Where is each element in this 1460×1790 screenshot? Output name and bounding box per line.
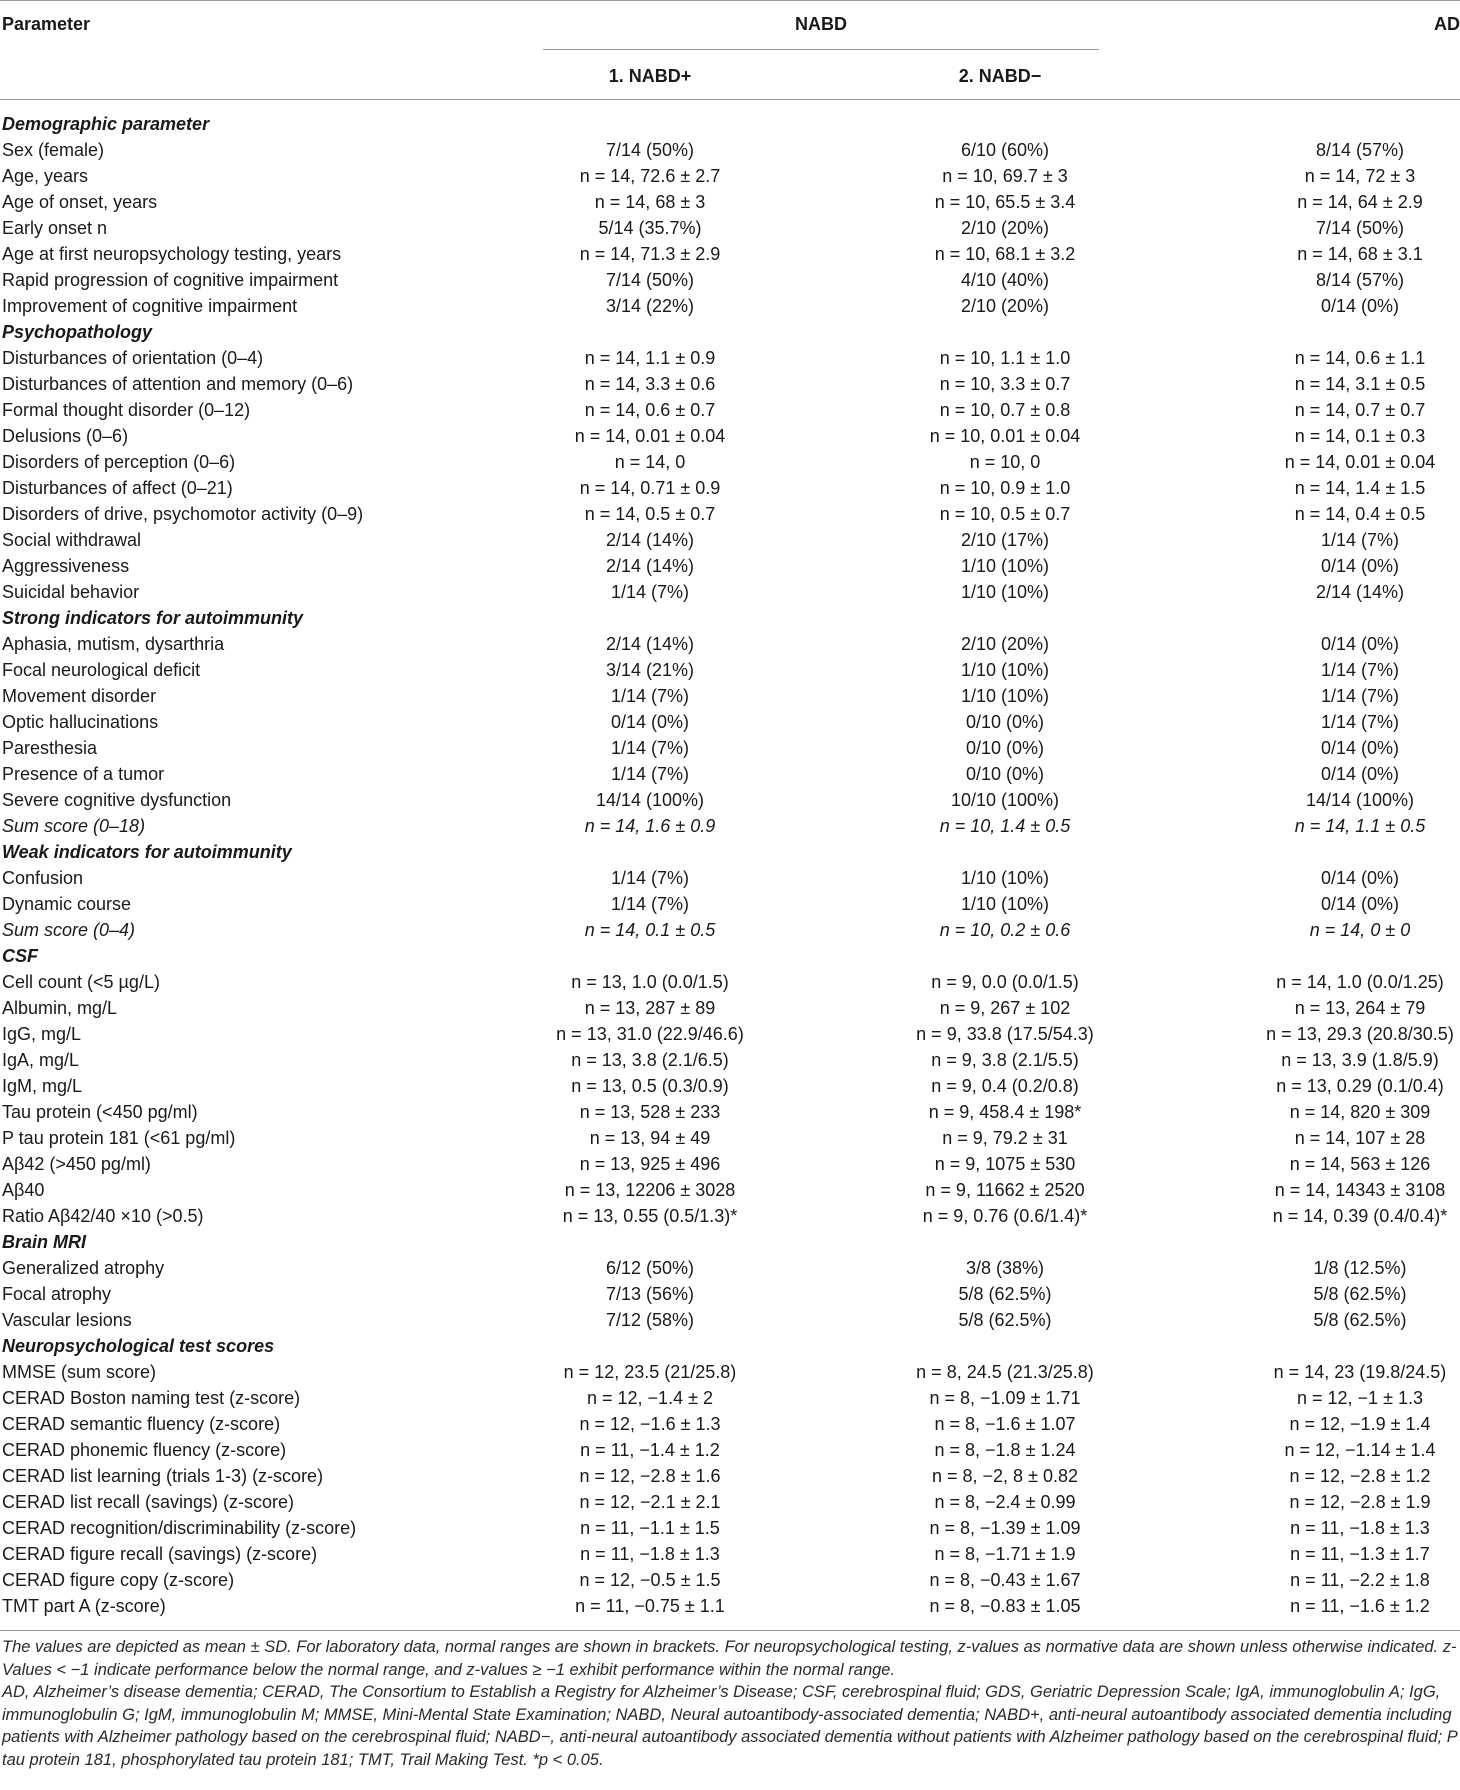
row-ad-cell: n = 13, 264 ± 79	[1294, 998, 1426, 1018]
section-header-row	[0, 319, 1460, 345]
row-parameter-cell: Age at first neuropsychology testing, years	[2, 244, 342, 264]
row-ad-cell: 1/14 (7%)	[1320, 686, 1400, 706]
row-nabd-plus-cell: 7/13 (56%)	[605, 1284, 695, 1304]
table-row	[0, 293, 1460, 319]
row-nabd-plus-cell: n = 13, 3.8 (2.1/6.5)	[571, 1050, 729, 1070]
row-parameter-cell: Generalized atrophy	[2, 1258, 165, 1278]
table-row	[0, 1515, 1460, 1541]
row-nabd-plus-cell: n = 13, 0.55 (0.5/1.3)*	[562, 1206, 738, 1226]
row-nabd-plus-cell: 14/14 (100%)	[595, 790, 705, 810]
row-parameter-cell: MMSE (sum score)	[2, 1362, 157, 1382]
row-ad-cell: 1/14 (7%)	[1320, 530, 1400, 550]
table-row	[0, 1307, 1460, 1333]
row-nabd-minus-cell: 2/10 (20%)	[960, 634, 1050, 654]
row-ad-cell: n = 12, −2.8 ± 1.9	[1289, 1492, 1431, 1512]
row-nabd-minus-cell: 0/10 (0%)	[965, 712, 1045, 732]
table-row	[0, 631, 1460, 657]
section-title: CSF	[2, 946, 38, 966]
row-parameter-cell: IgA, mg/L	[2, 1050, 80, 1070]
table-row	[0, 1489, 1460, 1515]
row-ad-cell: n = 11, −1.8 ± 1.3	[1290, 1518, 1430, 1538]
table-row	[0, 1437, 1460, 1463]
table-row	[0, 1073, 1460, 1099]
row-nabd-minus-cell: 5/8 (62.5%)	[958, 1284, 1052, 1304]
section-title: Demographic parameter	[2, 114, 210, 134]
row-parameter-cell: Age, years	[2, 166, 89, 186]
row-ad-cell: 2/14 (14%)	[1315, 582, 1405, 602]
row-nabd-plus-cell: n = 14, 72.6 ± 2.7	[579, 166, 721, 186]
row-ad-cell: n = 14, 0.39 (0.4/0.4)*	[1272, 1206, 1448, 1226]
row-nabd-minus-cell: 1/10 (10%)	[960, 660, 1050, 680]
row-nabd-minus-cell: 3/8 (38%)	[965, 1258, 1045, 1278]
row-nabd-minus-cell: n = 9, 0.0 (0.0/1.5)	[931, 972, 1079, 992]
header-nabd-minus: 2. NABD−	[958, 66, 1042, 86]
row-ad-cell: 0/14 (0%)	[1320, 738, 1400, 758]
section-header-row	[0, 605, 1460, 631]
row-nabd-plus-cell: n = 14, 0.6 ± 0.7	[584, 400, 716, 420]
table-row	[0, 241, 1460, 267]
row-nabd-minus-cell: n = 8, 24.5 (21.3/25.8)	[916, 1362, 1094, 1382]
row-nabd-plus-cell: n = 12, −0.5 ± 1.5	[579, 1570, 721, 1590]
row-parameter-cell: CERAD Boston naming test (z-score)	[2, 1388, 301, 1408]
header-ad: AD	[1434, 14, 1460, 34]
row-nabd-plus-cell: 2/14 (14%)	[605, 530, 695, 550]
row-nabd-plus-cell: n = 11, −1.1 ± 1.5	[580, 1518, 720, 1538]
row-nabd-plus-cell: n = 14, 0.01 ± 0.04	[574, 426, 726, 446]
row-ad-cell: n = 11, −2.2 ± 1.8	[1290, 1570, 1430, 1590]
row-parameter-cell: Tau protein (<450 pg/ml)	[2, 1102, 198, 1122]
row-nabd-minus-cell: n = 10, 65.5 ± 3.4	[934, 192, 1076, 212]
table-top-rule	[0, 0, 1460, 1]
row-ad-cell: n = 14, 3.1 ± 0.5	[1294, 374, 1426, 394]
table-row	[0, 1593, 1460, 1619]
row-ad-cell: n = 14, 820 ± 309	[1289, 1102, 1431, 1122]
table-row	[0, 137, 1460, 163]
table-row	[0, 1125, 1460, 1151]
row-nabd-plus-cell: 3/14 (22%)	[605, 296, 695, 316]
row-parameter-cell: Improvement of cognitive impairment	[2, 296, 298, 316]
row-parameter-cell: Rapid progression of cognitive impairment	[2, 270, 339, 290]
table-row	[0, 215, 1460, 241]
row-nabd-minus-cell: n = 8, −1.39 ± 1.09	[929, 1518, 1081, 1538]
row-nabd-plus-cell: 1/14 (7%)	[610, 868, 690, 888]
table-row	[0, 345, 1460, 371]
row-nabd-minus-cell: n = 10, 0.7 ± 0.8	[939, 400, 1071, 420]
row-nabd-plus-cell: 1/14 (7%)	[610, 686, 690, 706]
row-nabd-plus-cell: n = 14, 1.6 ± 0.9	[584, 816, 716, 836]
row-ad-cell: 0/14 (0%)	[1320, 894, 1400, 914]
row-parameter-cell: Formal thought disorder (0–12)	[2, 400, 251, 420]
row-ad-cell: 0/14 (0%)	[1320, 764, 1400, 784]
row-nabd-minus-cell: 1/10 (10%)	[960, 894, 1050, 914]
row-parameter-cell: Suicidal behavior	[2, 582, 140, 602]
row-ad-cell: 5/8 (62.5%)	[1313, 1284, 1407, 1304]
row-nabd-plus-cell: 7/12 (58%)	[605, 1310, 695, 1330]
row-nabd-minus-cell: 5/8 (62.5%)	[958, 1310, 1052, 1330]
row-ad-cell: n = 13, 29.3 (20.8/30.5)	[1266, 1024, 1454, 1044]
row-nabd-minus-cell: n = 10, 0	[969, 452, 1041, 472]
table-row	[0, 397, 1460, 423]
row-ad-cell: n = 14, 72 ± 3	[1304, 166, 1416, 186]
row-ad-cell: n = 14, 1.0 (0.0/1.25)	[1276, 972, 1444, 992]
table-row	[0, 1151, 1460, 1177]
row-nabd-minus-cell: n = 10, 0.01 ± 0.04	[929, 426, 1081, 446]
row-ad-cell: n = 12, −1.14 ± 1.4	[1284, 1440, 1436, 1460]
row-parameter-cell: Vascular lesions	[2, 1310, 132, 1330]
row-ad-cell: n = 14, 0.1 ± 0.3	[1294, 426, 1426, 446]
row-nabd-plus-cell: 2/14 (14%)	[605, 556, 695, 576]
header-nabd-rule	[543, 49, 1099, 50]
table-row	[0, 813, 1460, 839]
row-nabd-minus-cell: 2/10 (20%)	[960, 218, 1050, 238]
row-nabd-minus-cell: n = 9, 33.8 (17.5/54.3)	[916, 1024, 1094, 1044]
row-ad-cell: 8/14 (57%)	[1315, 140, 1405, 160]
row-nabd-minus-cell: n = 9, 3.8 (2.1/5.5)	[931, 1050, 1079, 1070]
row-ad-cell: 0/14 (0%)	[1320, 868, 1400, 888]
table-row	[0, 1281, 1460, 1307]
row-nabd-plus-cell: n = 12, −2.8 ± 1.6	[579, 1466, 721, 1486]
row-parameter-cell: Ratio Aβ42/40 ×10 (>0.5)	[2, 1206, 204, 1226]
row-parameter-cell: Social withdrawal	[2, 530, 142, 550]
table-row	[0, 1463, 1460, 1489]
row-ad-cell: n = 12, −1.9 ± 1.4	[1289, 1414, 1431, 1434]
row-nabd-minus-cell: 1/10 (10%)	[960, 582, 1050, 602]
row-nabd-plus-cell: n = 11, −1.4 ± 1.2	[580, 1440, 720, 1460]
footnote-abbreviations: AD, Alzheimer’s disease dementia; CERAD, The Consortium to Establish a Registry for Alzheimer’s Disease; CSF, cerebrospinal fluid; GDS, Geriatric Depression Scale; IgA, immunoglobulin A; IgG, immunoglobulin G; IgM, immunoglobulin M; MMSE, Mini-Mental State Examination; NABD, Neural autoantibody-associated dementia; NABD+, anti-neural autoantibody associated dementia including patients with Alzheimer pathology based on the cerebrospinal fluid; NABD−, anti-neural autoantibody associated dementia without patients with Alzheimer pathology based on the cerebrospinal fluid; P tau protein 181, phosphorylated tau protein 181; TMT, Trail Making Test. *p < 0.05.	[2, 1683, 1458, 1769]
row-nabd-minus-cell: 10/10 (100%)	[950, 790, 1060, 810]
section-title: Brain MRI	[2, 1232, 87, 1252]
row-parameter-cell: Delusions (0–6)	[2, 426, 129, 446]
row-parameter-cell: Disturbances of attention and memory (0–6)	[2, 374, 354, 394]
table-row	[0, 683, 1460, 709]
row-parameter-cell: Sex (female)	[2, 140, 105, 160]
row-parameter-cell: Movement disorder	[2, 686, 157, 706]
header-parameter: Parameter	[2, 14, 91, 34]
row-nabd-plus-cell: 7/14 (50%)	[605, 140, 695, 160]
table-row	[0, 267, 1460, 293]
row-parameter-cell: Aggressiveness	[2, 556, 130, 576]
row-nabd-plus-cell: 1/14 (7%)	[610, 894, 690, 914]
row-parameter-cell: Disturbances of affect (0–21)	[2, 478, 233, 498]
table-row	[0, 1177, 1460, 1203]
section-header-row	[0, 839, 1460, 865]
table-row	[0, 1359, 1460, 1385]
table-row	[0, 1567, 1460, 1593]
table-row	[0, 1255, 1460, 1281]
row-ad-cell: 5/8 (62.5%)	[1313, 1310, 1407, 1330]
table-row	[0, 969, 1460, 995]
row-ad-cell: n = 14, 0.6 ± 1.1	[1294, 348, 1426, 368]
row-parameter-cell: Presence of a tumor	[2, 764, 165, 784]
table-row	[0, 189, 1460, 215]
table-row	[0, 1541, 1460, 1567]
row-ad-cell: n = 14, 0.7 ± 0.7	[1294, 400, 1426, 420]
row-parameter-cell: Early onset n	[2, 218, 108, 238]
table-row	[0, 553, 1460, 579]
row-parameter-cell: CERAD semantic fluency (z-score)	[2, 1414, 281, 1434]
row-nabd-plus-cell: n = 14, 0.5 ± 0.7	[584, 504, 716, 524]
row-nabd-minus-cell: n = 10, 1.1 ± 1.0	[939, 348, 1071, 368]
row-nabd-minus-cell: n = 8, −1.6 ± 1.07	[934, 1414, 1076, 1434]
row-nabd-minus-cell: 2/10 (17%)	[960, 530, 1050, 550]
row-parameter-cell: Focal atrophy	[2, 1284, 112, 1304]
table-row	[0, 449, 1460, 475]
row-parameter-cell: Disorders of perception (0–6)	[2, 452, 236, 472]
row-ad-cell: 14/14 (100%)	[1305, 790, 1415, 810]
row-ad-cell: 1/8 (12.5%)	[1313, 1258, 1407, 1278]
row-nabd-minus-cell: 4/10 (40%)	[960, 270, 1050, 290]
row-nabd-minus-cell: n = 8, −0.83 ± 1.05	[929, 1596, 1081, 1616]
table-row	[0, 1021, 1460, 1047]
row-nabd-minus-cell: 6/10 (60%)	[960, 140, 1050, 160]
row-parameter-cell: P tau protein 181 (<61 pg/ml)	[2, 1128, 236, 1148]
row-parameter-cell: Aphasia, mutism, dysarthria	[2, 634, 225, 654]
row-nabd-plus-cell: n = 12, 23.5 (21/25.8)	[563, 1362, 737, 1382]
header-nabd-group: NABD	[795, 14, 847, 34]
row-nabd-plus-cell: n = 12, −2.1 ± 2.1	[579, 1492, 721, 1512]
section-title: Neuropsychological test scores	[2, 1336, 275, 1356]
row-nabd-minus-cell: 0/10 (0%)	[965, 764, 1045, 784]
table-row	[0, 657, 1460, 683]
section-title: Weak indicators for autoimmunity	[2, 842, 292, 862]
header-nabd-plus: 1. NABD+	[608, 66, 692, 86]
row-nabd-plus-cell: 7/14 (50%)	[605, 270, 695, 290]
table-body	[0, 111, 1460, 1619]
row-nabd-plus-cell: n = 13, 925 ± 496	[579, 1154, 721, 1174]
row-nabd-plus-cell: 1/14 (7%)	[610, 738, 690, 758]
row-nabd-plus-cell: 2/14 (14%)	[605, 634, 695, 654]
table-row	[0, 1411, 1460, 1437]
table-row	[0, 761, 1460, 787]
row-parameter-cell: Cell count (<5 µg/L)	[2, 972, 160, 992]
row-ad-cell: n = 14, 23 (19.8/24.5)	[1273, 1362, 1447, 1382]
row-parameter-cell: Optic hallucinations	[2, 712, 159, 732]
row-nabd-plus-cell: n = 13, 1.0 (0.0/1.5)	[571, 972, 729, 992]
row-ad-cell: n = 12, −1 ± 1.3	[1297, 1388, 1423, 1408]
row-nabd-plus-cell: 3/14 (21%)	[605, 660, 695, 680]
row-ad-cell: 1/14 (7%)	[1320, 660, 1400, 680]
row-nabd-minus-cell: n = 10, 0.5 ± 0.7	[939, 504, 1071, 524]
row-nabd-minus-cell: n = 10, 3.3 ± 0.7	[939, 374, 1071, 394]
table-row	[0, 865, 1460, 891]
row-parameter-cell: Sum score (0–18)	[2, 816, 146, 836]
row-ad-cell: n = 14, 0.01 ± 0.04	[1284, 452, 1436, 472]
row-parameter-cell: Disturbances of orientation (0–4)	[2, 348, 264, 368]
table-row	[0, 891, 1460, 917]
row-nabd-plus-cell: 1/14 (7%)	[610, 764, 690, 784]
row-nabd-minus-cell: n = 8, −1.09 ± 1.71	[929, 1388, 1081, 1408]
row-nabd-minus-cell: n = 9, 11662 ± 2520	[925, 1180, 1085, 1200]
row-nabd-minus-cell: n = 10, 69.7 ± 3	[942, 166, 1068, 186]
row-nabd-plus-cell: 6/12 (50%)	[605, 1258, 695, 1278]
row-ad-cell: n = 14, 107 ± 28	[1294, 1128, 1426, 1148]
row-nabd-plus-cell: n = 13, 287 ± 89	[584, 998, 716, 1018]
row-ad-cell: n = 14, 1.1 ± 0.5	[1294, 816, 1426, 836]
table-row	[0, 917, 1460, 943]
row-nabd-minus-cell: 0/10 (0%)	[965, 738, 1045, 758]
row-nabd-minus-cell: n = 8, −2, 8 ± 0.82	[932, 1466, 1078, 1486]
row-nabd-plus-cell: n = 14, 0.71 ± 0.9	[579, 478, 721, 498]
section-header-row	[0, 1333, 1460, 1359]
table-row	[0, 579, 1460, 605]
row-nabd-plus-cell: 0/14 (0%)	[610, 712, 690, 732]
row-parameter-cell: Age of onset, years	[2, 192, 158, 212]
row-nabd-minus-cell: n = 10, 68.1 ± 3.2	[934, 244, 1076, 264]
row-nabd-minus-cell: n = 9, 458.4 ± 198*	[928, 1102, 1082, 1122]
row-nabd-minus-cell: n = 8, −1.8 ± 1.24	[934, 1440, 1076, 1460]
row-ad-cell: 0/14 (0%)	[1320, 634, 1400, 654]
row-ad-cell: n = 14, 64 ± 2.9	[1297, 192, 1423, 212]
table-row	[0, 1385, 1460, 1411]
row-parameter-cell: Aβ42 (>450 pg/ml)	[2, 1154, 151, 1174]
table-row	[0, 787, 1460, 813]
row-ad-cell: n = 11, −1.6 ± 1.2	[1290, 1596, 1430, 1616]
table-bottom-rule	[0, 1630, 1460, 1631]
row-parameter-cell: Albumin, mg/L	[2, 998, 118, 1018]
row-ad-cell: n = 11, −1.3 ± 1.7	[1290, 1544, 1430, 1564]
section-title: Strong indicators for autoimmunity	[2, 608, 304, 628]
row-ad-cell: n = 14, 68 ± 3.1	[1297, 244, 1423, 264]
row-nabd-minus-cell: n = 8, −1.71 ± 1.9	[934, 1544, 1076, 1564]
row-ad-cell: n = 13, 3.9 (1.8/5.9)	[1281, 1050, 1439, 1070]
row-nabd-minus-cell: n = 9, 0.76 (0.6/1.4)*	[922, 1206, 1088, 1226]
row-parameter-cell: IgG, mg/L	[2, 1024, 82, 1044]
row-nabd-plus-cell: n = 13, 31.0 (22.9/46.6)	[556, 1024, 744, 1044]
row-parameter-cell: Confusion	[2, 868, 84, 888]
row-nabd-minus-cell: n = 9, 267 ± 102	[939, 998, 1071, 1018]
row-nabd-plus-cell: 1/14 (7%)	[610, 582, 690, 602]
row-nabd-minus-cell: 1/10 (10%)	[960, 686, 1050, 706]
row-ad-cell: 0/14 (0%)	[1320, 556, 1400, 576]
row-nabd-plus-cell: n = 12, −1.4 ± 2	[587, 1388, 713, 1408]
row-parameter-cell: CERAD phonemic fluency (z-score)	[2, 1440, 287, 1460]
row-parameter-cell: Sum score (0–4)	[2, 920, 136, 940]
table-row	[0, 371, 1460, 397]
table-footnotes	[2, 1636, 1458, 1771]
row-ad-cell: n = 14, 1.4 ± 1.5	[1294, 478, 1426, 498]
row-nabd-plus-cell: n = 11, −1.8 ± 1.3	[580, 1544, 720, 1564]
row-nabd-minus-cell: 1/10 (10%)	[960, 556, 1050, 576]
row-nabd-plus-cell: n = 14, 3.3 ± 0.6	[584, 374, 716, 394]
row-parameter-cell: Focal neurological deficit	[2, 660, 201, 680]
row-ad-cell: n = 14, 563 ± 126	[1289, 1154, 1431, 1174]
row-nabd-minus-cell: n = 10, 0.9 ± 1.0	[939, 478, 1071, 498]
row-parameter-cell: TMT part A (z-score)	[2, 1596, 166, 1616]
table-row	[0, 527, 1460, 553]
row-ad-cell: n = 14, 0 ± 0	[1309, 920, 1411, 940]
table-row	[0, 1203, 1460, 1229]
table-row	[0, 475, 1460, 501]
row-parameter-cell: CERAD figure recall (savings) (z-score)	[2, 1544, 318, 1564]
row-parameter-cell: CERAD figure copy (z-score)	[2, 1570, 235, 1590]
row-nabd-plus-cell: 5/14 (35.7%)	[598, 218, 702, 238]
table-row	[0, 1047, 1460, 1073]
row-nabd-minus-cell: n = 10, 0.2 ± 0.6	[939, 920, 1071, 940]
row-parameter-cell: CERAD recognition/discriminability (z-score)	[2, 1518, 357, 1538]
table-row	[0, 995, 1460, 1021]
section-header-row	[0, 111, 1460, 137]
row-nabd-minus-cell: 2/10 (20%)	[960, 296, 1050, 316]
row-ad-cell: n = 14, 0.4 ± 0.5	[1294, 504, 1426, 524]
row-parameter-cell: CERAD list learning (trials 1-3) (z-score)	[2, 1466, 324, 1486]
table-row	[0, 1099, 1460, 1125]
row-ad-cell: 7/14 (50%)	[1315, 218, 1405, 238]
row-nabd-plus-cell: n = 13, 528 ± 233	[579, 1102, 721, 1122]
row-nabd-plus-cell: n = 14, 68 ± 3	[594, 192, 706, 212]
row-nabd-minus-cell: n = 10, 1.4 ± 0.5	[939, 816, 1071, 836]
footnote-values-note: The values are depicted as mean ± SD. For laboratory data, normal ranges are shown in brackets. For neuropsychological testing, z-values as normative data are shown unless otherwise indicated. z-Values < −1 indicate performance below the normal range, and z-values ≥ −1 exhibit performance within the normal range.	[2, 1638, 1457, 1679]
row-nabd-plus-cell: n = 13, 94 ± 49	[589, 1128, 711, 1148]
row-parameter-cell: Disorders of drive, psychomotor activity (0–9)	[2, 504, 364, 524]
row-nabd-minus-cell: n = 9, 1075 ± 530	[934, 1154, 1076, 1174]
row-nabd-plus-cell: n = 14, 0	[614, 452, 686, 472]
header-bottom-rule	[0, 99, 1460, 100]
section-header-row	[0, 1229, 1460, 1255]
row-ad-cell: n = 12, −2.8 ± 1.2	[1289, 1466, 1431, 1486]
row-nabd-plus-cell: n = 13, 12206 ± 3028	[564, 1180, 736, 1200]
row-nabd-minus-cell: 1/10 (10%)	[960, 868, 1050, 888]
row-nabd-plus-cell: n = 13, 0.5 (0.3/0.9)	[571, 1076, 729, 1096]
table-row	[0, 709, 1460, 735]
row-nabd-minus-cell: n = 9, 79.2 ± 31	[942, 1128, 1068, 1148]
row-parameter-cell: Dynamic course	[2, 894, 132, 914]
row-parameter-cell: CERAD list recall (savings) (z-score)	[2, 1492, 295, 1512]
row-parameter-cell: IgM, mg/L	[2, 1076, 83, 1096]
row-nabd-minus-cell: n = 8, −0.43 ± 1.67	[929, 1570, 1081, 1590]
row-nabd-plus-cell: n = 12, −1.6 ± 1.3	[579, 1414, 721, 1434]
row-nabd-plus-cell: n = 14, 0.1 ± 0.5	[584, 920, 716, 940]
row-nabd-minus-cell: n = 8, −2.4 ± 0.99	[934, 1492, 1076, 1512]
row-ad-cell: n = 13, 0.29 (0.1/0.4)	[1276, 1076, 1444, 1096]
row-ad-cell: n = 14, 14343 ± 3108	[1274, 1180, 1446, 1200]
table-row	[0, 501, 1460, 527]
row-nabd-minus-cell: n = 9, 0.4 (0.2/0.8)	[931, 1076, 1079, 1096]
row-nabd-plus-cell: n = 14, 1.1 ± 0.9	[584, 348, 716, 368]
row-parameter-cell: Aβ40	[2, 1180, 45, 1200]
row-parameter-cell: Paresthesia	[2, 738, 98, 758]
section-title: Psychopathology	[2, 322, 153, 342]
row-parameter-cell: Severe cognitive dysfunction	[2, 790, 232, 810]
table-row	[0, 163, 1460, 189]
row-ad-cell: 0/14 (0%)	[1320, 296, 1400, 316]
table-row	[0, 735, 1460, 761]
table-row	[0, 423, 1460, 449]
row-nabd-plus-cell: n = 11, −0.75 ± 1.1	[575, 1596, 725, 1616]
row-nabd-plus-cell: n = 14, 71.3 ± 2.9	[579, 244, 721, 264]
row-ad-cell: 1/14 (7%)	[1320, 712, 1400, 732]
section-header-row	[0, 943, 1460, 969]
row-ad-cell: 8/14 (57%)	[1315, 270, 1405, 290]
